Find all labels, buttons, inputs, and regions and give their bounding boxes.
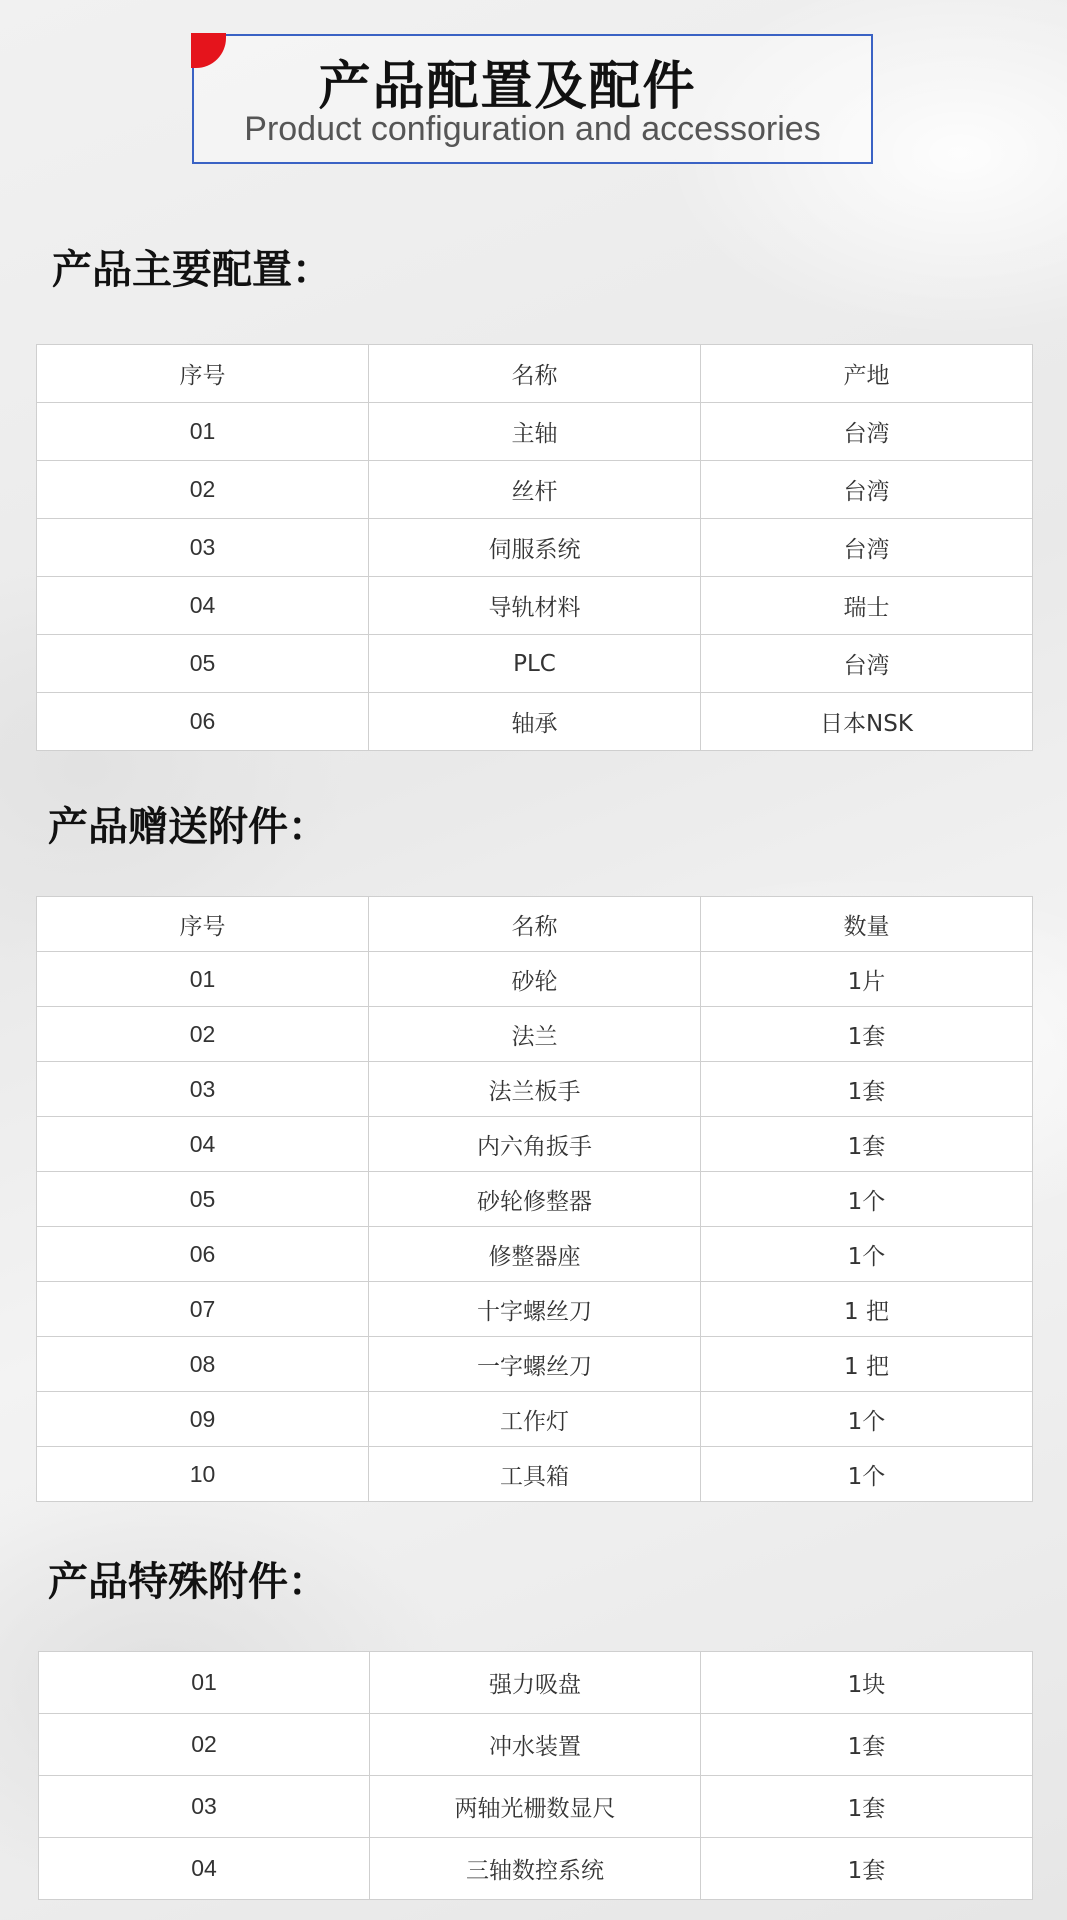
gift-accessories-table [36,896,1033,1502]
row-quantity: 1 把 [701,1282,1033,1337]
row-quantity: 1个 [701,1392,1033,1447]
row-origin: 台湾 [701,519,1033,577]
gift-accessories-heading: 产品赠送附件： [48,804,328,850]
table-header-row [37,345,1033,403]
table-row [37,577,1033,635]
row-name: 主轴 [369,403,701,461]
row-index: 04 [37,577,369,635]
row-name: 伺服系统 [369,519,701,577]
row-name: 法兰板手 [369,1062,701,1117]
row-name: 砂轮 [369,952,701,1007]
row-quantity: 1块 [701,1652,1033,1714]
row-quantity: 1套 [701,1007,1033,1062]
special-accessories-heading: 产品特殊附件： [48,1559,328,1605]
row-name: 导轨材料 [369,577,701,635]
row-name: PLC [369,635,701,693]
row-name: 工具箱 [369,1447,701,1502]
row-origin: 台湾 [701,403,1033,461]
row-name: 两轴光栅数显尺 [370,1776,701,1838]
row-name: 冲水装置 [370,1714,701,1776]
table-row [37,1337,1033,1392]
table-row [37,952,1033,1007]
row-index: 03 [37,1062,369,1117]
row-name: 强力吸盘 [370,1652,701,1714]
row-origin: 日本NSK [701,693,1033,751]
row-quantity: 1套 [701,1714,1033,1776]
row-name: 砂轮修整器 [369,1172,701,1227]
row-index: 02 [39,1714,370,1776]
table-row [37,403,1033,461]
table-row [37,635,1033,693]
page-subtitle: Product configuration and accessories [244,110,821,148]
table-header-row [37,897,1033,952]
main-config-heading: 产品主要配置： [52,247,332,293]
row-name: 工作灯 [369,1392,701,1447]
page-title-box [192,34,873,164]
table-row [39,1714,1033,1776]
row-origin: 瑞士 [701,577,1033,635]
row-quantity: 1套 [701,1062,1033,1117]
row-index: 02 [37,461,369,519]
table-row [37,461,1033,519]
row-index: 06 [37,1227,369,1282]
row-quantity: 1套 [701,1776,1033,1838]
row-index: 04 [39,1838,370,1900]
table-row [37,1172,1033,1227]
page-title: 产品配置及配件 [318,57,697,117]
row-index: 09 [37,1392,369,1447]
row-quantity: 1套 [701,1838,1033,1900]
row-quantity: 1个 [701,1172,1033,1227]
row-index: 05 [37,1172,369,1227]
row-name: 内六角扳手 [369,1117,701,1172]
row-index: 08 [37,1337,369,1392]
row-name: 法兰 [369,1007,701,1062]
table-row [37,519,1033,577]
table-row [37,1007,1033,1062]
column-header-index: 序号 [37,345,369,403]
row-name: 三轴数控系统 [370,1838,701,1900]
row-name: 修整器座 [369,1227,701,1282]
row-quantity: 1片 [701,952,1033,1007]
row-index: 10 [37,1447,369,1502]
table-row [39,1652,1033,1714]
column-header-quantity: 数量 [701,897,1033,952]
row-index: 03 [37,519,369,577]
table-row [37,1227,1033,1282]
special-accessories-table [38,1651,1033,1900]
row-index: 01 [37,952,369,1007]
table-row [39,1776,1033,1838]
row-origin: 台湾 [701,635,1033,693]
row-index: 01 [39,1652,370,1714]
row-name: 轴承 [369,693,701,751]
table-row [37,1062,1033,1117]
row-quantity: 1 把 [701,1337,1033,1392]
row-quantity: 1个 [701,1447,1033,1502]
table-row [37,1282,1033,1337]
row-origin: 台湾 [701,461,1033,519]
main-config-table [36,344,1033,751]
table-row [37,1447,1033,1502]
table-row [37,1117,1033,1172]
column-header-name: 名称 [369,345,701,403]
row-index: 07 [37,1282,369,1337]
column-header-index: 序号 [37,897,369,952]
row-index: 02 [37,1007,369,1062]
row-quantity: 1套 [701,1117,1033,1172]
row-index: 06 [37,693,369,751]
row-index: 01 [37,403,369,461]
table-row [37,693,1033,751]
table-row [37,1392,1033,1447]
table-row [39,1838,1033,1900]
row-quantity: 1个 [701,1227,1033,1282]
row-name: 丝杆 [369,461,701,519]
column-header-name: 名称 [369,897,701,952]
row-index: 04 [37,1117,369,1172]
column-header-origin: 产地 [701,345,1033,403]
row-index: 05 [37,635,369,693]
row-name: 一字螺丝刀 [369,1337,701,1392]
row-index: 03 [39,1776,370,1838]
row-name: 十字螺丝刀 [369,1282,701,1337]
